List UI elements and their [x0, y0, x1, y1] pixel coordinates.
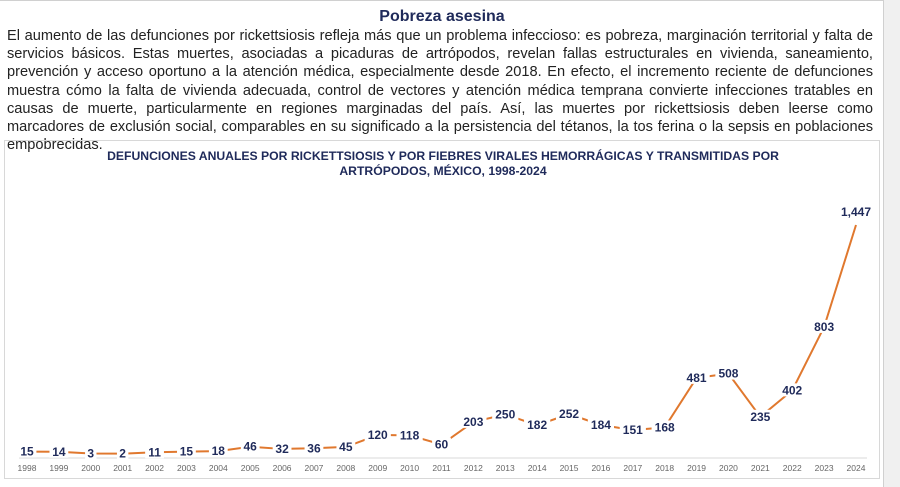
- x-tick-label: 2021: [750, 463, 770, 473]
- data-label: 803: [814, 319, 835, 334]
- x-tick-label: 1999: [49, 463, 69, 473]
- data-label: 18: [211, 444, 225, 459]
- x-tick-label: 2008: [336, 463, 356, 473]
- data-label: 15: [20, 444, 34, 459]
- data-label: 15: [179, 444, 194, 459]
- x-tick-label: 2013: [495, 463, 515, 473]
- line-chart-plot: [5, 141, 881, 480]
- data-label: 118: [399, 428, 420, 443]
- page-title: Pobreza asesina: [379, 8, 505, 25]
- data-label: 46: [243, 439, 257, 454]
- x-tick-label: 2016: [591, 463, 611, 473]
- data-label: 120: [367, 428, 388, 443]
- body-paragraph: El aumento de las defunciones por rickettsiosis refleja más que un problema infeccioso: es pobreza, marginación territorial y falta de servicios básicos. Estas muertes, asociadas a picaduras de artrópodos, revelan fallas estructurales en vivienda, saneamiento, prevención y acceso oportuno a la atención médica, especialmente desde 2018. En efecto, el incremento reciente de defunciones muestra cómo la falta de vivienda adecuada, control de vectores y atención médica temprana convierte infecciones tratables en causas de muerte, particularmente en regiones marginadas del país. Así, las muertes por rickettsiosis deben leerse como marcadores de exclusión social, comparables en su significado a la persistencia del tétanos, la tos ferina o la sepsis en poblaciones empobrecidas.: [7, 28, 873, 154]
- data-label: 252: [559, 407, 580, 422]
- series-line: [27, 225, 856, 454]
- x-tick-label: 2006: [272, 463, 292, 473]
- data-label: 250: [495, 407, 516, 422]
- x-tick-label: 2004: [208, 463, 228, 473]
- x-tick-label: 2015: [559, 463, 579, 473]
- data-label: 60: [434, 437, 449, 452]
- data-label: 203: [463, 414, 484, 429]
- x-tick-label: 2002: [145, 463, 164, 473]
- x-tick-label: 2005: [240, 463, 260, 473]
- x-tick-label: 2012: [463, 463, 483, 473]
- x-tick-label: 2000: [81, 463, 101, 473]
- data-label: 1,447: [840, 205, 872, 219]
- chart-title-line2: ARTRÓPODOS, MÉXICO, 1998-2024: [339, 164, 547, 178]
- chart: [4, 140, 880, 479]
- data-label: 32: [275, 441, 289, 456]
- data-label: 14: [52, 444, 66, 459]
- data-label: 168: [654, 420, 675, 435]
- data-label: 481: [686, 370, 707, 385]
- data-label: 508: [718, 366, 739, 381]
- x-tick-label: 2011: [432, 463, 451, 473]
- x-tick-label: 2007: [304, 463, 324, 473]
- x-tick-label: 2023: [814, 463, 834, 473]
- data-label: 11: [148, 445, 161, 460]
- x-tick-label: 2009: [368, 463, 388, 473]
- x-tick-label: 2024: [846, 463, 866, 473]
- x-tick-label: 2019: [687, 463, 707, 473]
- data-label: 184: [590, 417, 611, 432]
- data-label: 402: [782, 383, 803, 398]
- data-label: 2: [119, 446, 126, 461]
- x-tick-label: 2017: [623, 463, 643, 473]
- x-tick-label: 2018: [655, 463, 675, 473]
- data-label: 36: [307, 441, 321, 456]
- data-label: 45: [339, 439, 353, 454]
- x-tick-label: 1998: [17, 463, 37, 473]
- x-tick-label: 2010: [400, 463, 420, 473]
- x-tick-label: 2014: [527, 463, 547, 473]
- x-tick-label: 2020: [719, 463, 738, 473]
- x-tick-label: 2022: [782, 463, 802, 473]
- data-label: 235: [750, 409, 771, 424]
- data-label: 151: [622, 423, 643, 438]
- data-label: 3: [87, 446, 95, 461]
- data-label: 182: [527, 418, 548, 433]
- chart-title-line1: DEFUNCIONES ANUALES POR RICKETTSIOSIS Y POR FIEBRES VIRALES HEMORRÁGICAS Y TRANSMITIDAS POR: [107, 149, 779, 163]
- x-tick-label: 2003: [176, 463, 196, 473]
- x-tick-label: 2001: [113, 463, 133, 473]
